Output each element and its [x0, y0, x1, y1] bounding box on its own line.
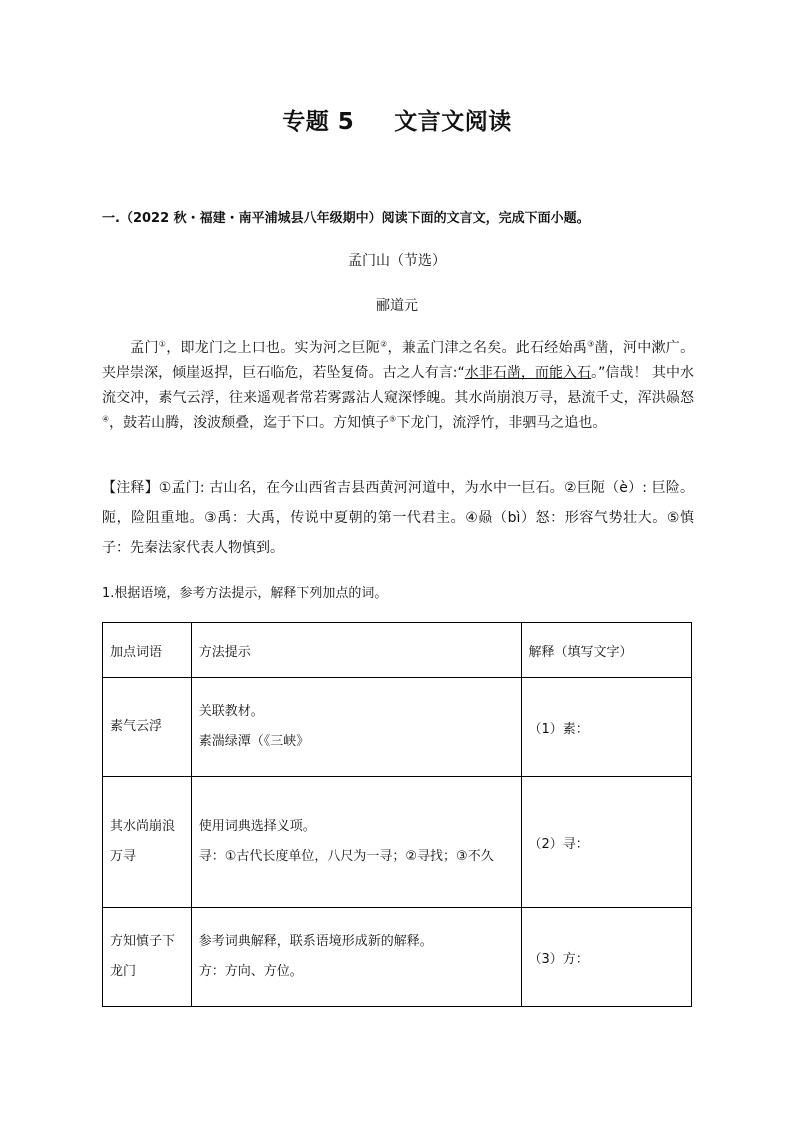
- passage-segment: ，鼓若山腾，浚波颓叠，迄于下口。方知慎子: [109, 415, 390, 431]
- table-header-cell: 解释（填写文字）: [521, 623, 691, 678]
- answer-cell[interactable]: （1）素：: [521, 678, 691, 777]
- hint-cell: [191, 678, 521, 777]
- table-header-cell: 加点词语: [103, 623, 192, 678]
- hint-line: 寻：①古代长度单位，八尺为一寻；②寻找；③不久: [198, 849, 494, 864]
- method-table: [102, 622, 692, 1007]
- passage-segment: ，兼孟门津之名矣。此石经始禹: [387, 340, 588, 356]
- footnote-marker: ⑤: [389, 414, 397, 424]
- answer-cell[interactable]: （2）寻：: [521, 777, 691, 908]
- hint-cell: [191, 777, 521, 908]
- annotation-notes: 【注释】①孟门: 古山名，在今山西省吉县西黄河河道中，为水中一巨石。②巨阨（è）: 巨险。阨，险阻重地。③禹：大禹，传说中夏朝的第一代君主。④赑（bì）怒：形容气势壮大。⑤慎子：先秦法家代表人物慎到。: [102, 480, 694, 556]
- topic-number: 专题 5: [282, 109, 355, 135]
- table-header-row: [103, 623, 692, 678]
- term-cell: 方知慎子下龙门: [103, 908, 192, 1007]
- term-cell: 素气云浮: [103, 678, 192, 777]
- footnote-marker: ③: [587, 339, 595, 349]
- topic-name: 文言文阅读: [394, 109, 512, 135]
- table-row: [103, 777, 692, 908]
- table-row: [103, 678, 692, 777]
- answer-cell[interactable]: （3）方：: [521, 908, 691, 1007]
- hint-line: 使用词典选择义项。: [198, 819, 316, 834]
- table-header-cell: 方法提示: [191, 623, 521, 678]
- question-1-prompt: 1.根据语境，参考方法提示，解释下列加点的词。: [102, 586, 388, 601]
- passage-segment: ，即龙门之上口也。实为河之巨阨: [166, 340, 381, 356]
- question-header: 一.（2022 秋・福建・南平浦城县八年级期中）阅读下面的文言文，完成下面小题。: [102, 211, 590, 226]
- footnote-marker: ②: [380, 339, 388, 349]
- page-title: [0, 103, 794, 136]
- table-row: [103, 908, 692, 1007]
- hint-line: 关联教材。: [198, 704, 264, 719]
- hint-line: 方：方向、方位。: [198, 964, 303, 979]
- hint-cell: [191, 908, 521, 1007]
- footnote-marker: ④: [102, 414, 110, 424]
- passage-segment: 凿，河中漱广。夹岸崇深，倾崖返捍，巨石临危，若坠复倚。古之人有言:“: [102, 340, 695, 381]
- passage-author: 郦道元: [376, 298, 418, 314]
- passage-title: 孟门山（节选）: [348, 253, 446, 269]
- passage-text: [102, 336, 694, 436]
- passage-segment: 孟门: [130, 340, 159, 356]
- term-cell: 其水尚崩浪万寻: [103, 777, 192, 908]
- footnote-marker: ①: [158, 339, 167, 349]
- hint-line: 素湍绿潭（《三峡》: [198, 734, 310, 749]
- passage-segment: 下龙门，流浮竹，非驷马之追也。: [396, 415, 607, 431]
- hint-line: 参考词典解释，联系语境形成新的解释。: [198, 934, 433, 949]
- passage-segment: 。”信哉！ 其中水流交冲，素气云浮，往来遥观者常若雾露沾人窥深悸魄。其水尚崩浪万寻，悬流千丈，浑洪赑怒: [102, 365, 695, 406]
- underlined-quote: 水非石凿，而能入石: [464, 365, 592, 381]
